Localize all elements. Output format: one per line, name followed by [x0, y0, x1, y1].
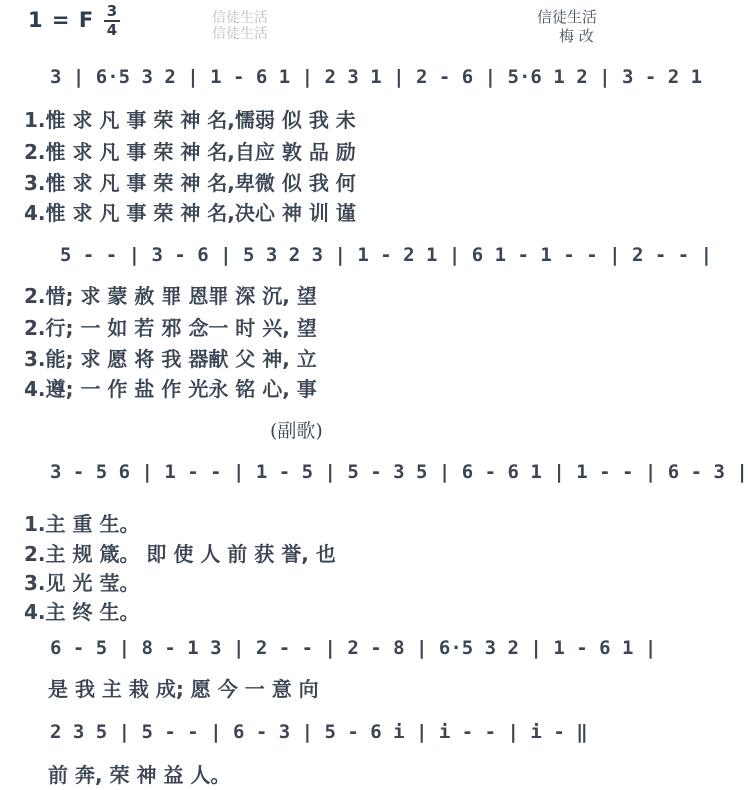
- chorus-lyric-3: 前 奔, 荣 神 益 人。: [48, 763, 231, 787]
- verse-lyric-2-3: 3.能; 求 愿 将 我 器献 父 神, 立: [24, 347, 317, 371]
- chorus-lyric-2: 是 我 主 栽 成; 愿 今 一 意 向: [48, 677, 319, 701]
- watermark-line: 信徒生活: [212, 26, 268, 42]
- chorus-lyric-1-3: 3.见 光 莹。: [24, 571, 140, 595]
- verse-lyric-1-4: 4.惟 求 凡 事 荣 神 名,决心 神 训 谨: [24, 201, 356, 225]
- verse-lyric-1-1: 1.惟 求 凡 事 荣 神 名,懦弱 似 我 未: [24, 108, 356, 132]
- verse-lyric-2-4: 4.遵; 一 作 盐 作 光永 铭 心, 事: [24, 377, 317, 401]
- chorus-lyric-1-4: 4.主 终 生。: [24, 600, 140, 624]
- time-signature: [104, 4, 120, 38]
- verse-lyric-2-2: 2.行; 一 如 若 邪 念一 时 兴, 望: [24, 316, 317, 340]
- author-credit: [537, 8, 597, 46]
- chorus-label: (副歌): [270, 420, 323, 442]
- key-signature: 1 = F: [28, 8, 95, 32]
- verse-notes-line-2: 5 - - | 3 - 6 | 5 3 2 3 | 1 - 2 1 | 6 1 - 1 - - | 2 - - |: [60, 244, 713, 266]
- chorus-notes-line-3: 2 3 5 | 5 - - | 6 - 3 | 5 - 6 i | i - - | i - ‖: [50, 721, 588, 743]
- chorus-lyric-1-2: 2.主 规 箴。 即 使 人 前 获 誉, 也: [24, 542, 336, 566]
- chorus-notes-line-2: 6 - 5 | 8 - 1 3 | 2 - - | 2 - 8 | 6·5 3 2 | 1 - 6 1 |: [50, 637, 657, 659]
- watermark-line: 信徒生活: [212, 10, 268, 26]
- verse-notes-line-1: 3 | 6·5 3 2 | 1 - 6 1 | 2 3 1 | 2 - 6 | 5·6 1 2 | 3 - 2 1: [50, 66, 703, 88]
- chorus-lyric-1-1: 1.主 重 生。: [24, 512, 140, 536]
- verse-lyric-1-2: 2.惟 求 凡 事 荣 神 名,自应 敦 品 励: [24, 140, 356, 164]
- verse-lyric-1-3: 3.惟 求 凡 事 荣 神 名,卑微 似 我 何: [24, 171, 356, 195]
- chorus-notes-line-1: 3 - 5 6 | 1 - - | 1 - 5 | 5 - 3 5 | 6 - 6 1 | 1 - - | 6 - 3 |: [50, 461, 748, 483]
- author-source: 信徒生活: [537, 8, 598, 26]
- verse-lyric-2-1: 2.惜; 求 蒙 赦 罪 恩罪 深 沉, 望: [24, 284, 317, 308]
- watermark: [212, 10, 268, 42]
- author-arranger: 梅 改: [559, 27, 594, 45]
- meter-bottom: 4: [106, 21, 118, 39]
- meter-top: 3: [106, 2, 118, 20]
